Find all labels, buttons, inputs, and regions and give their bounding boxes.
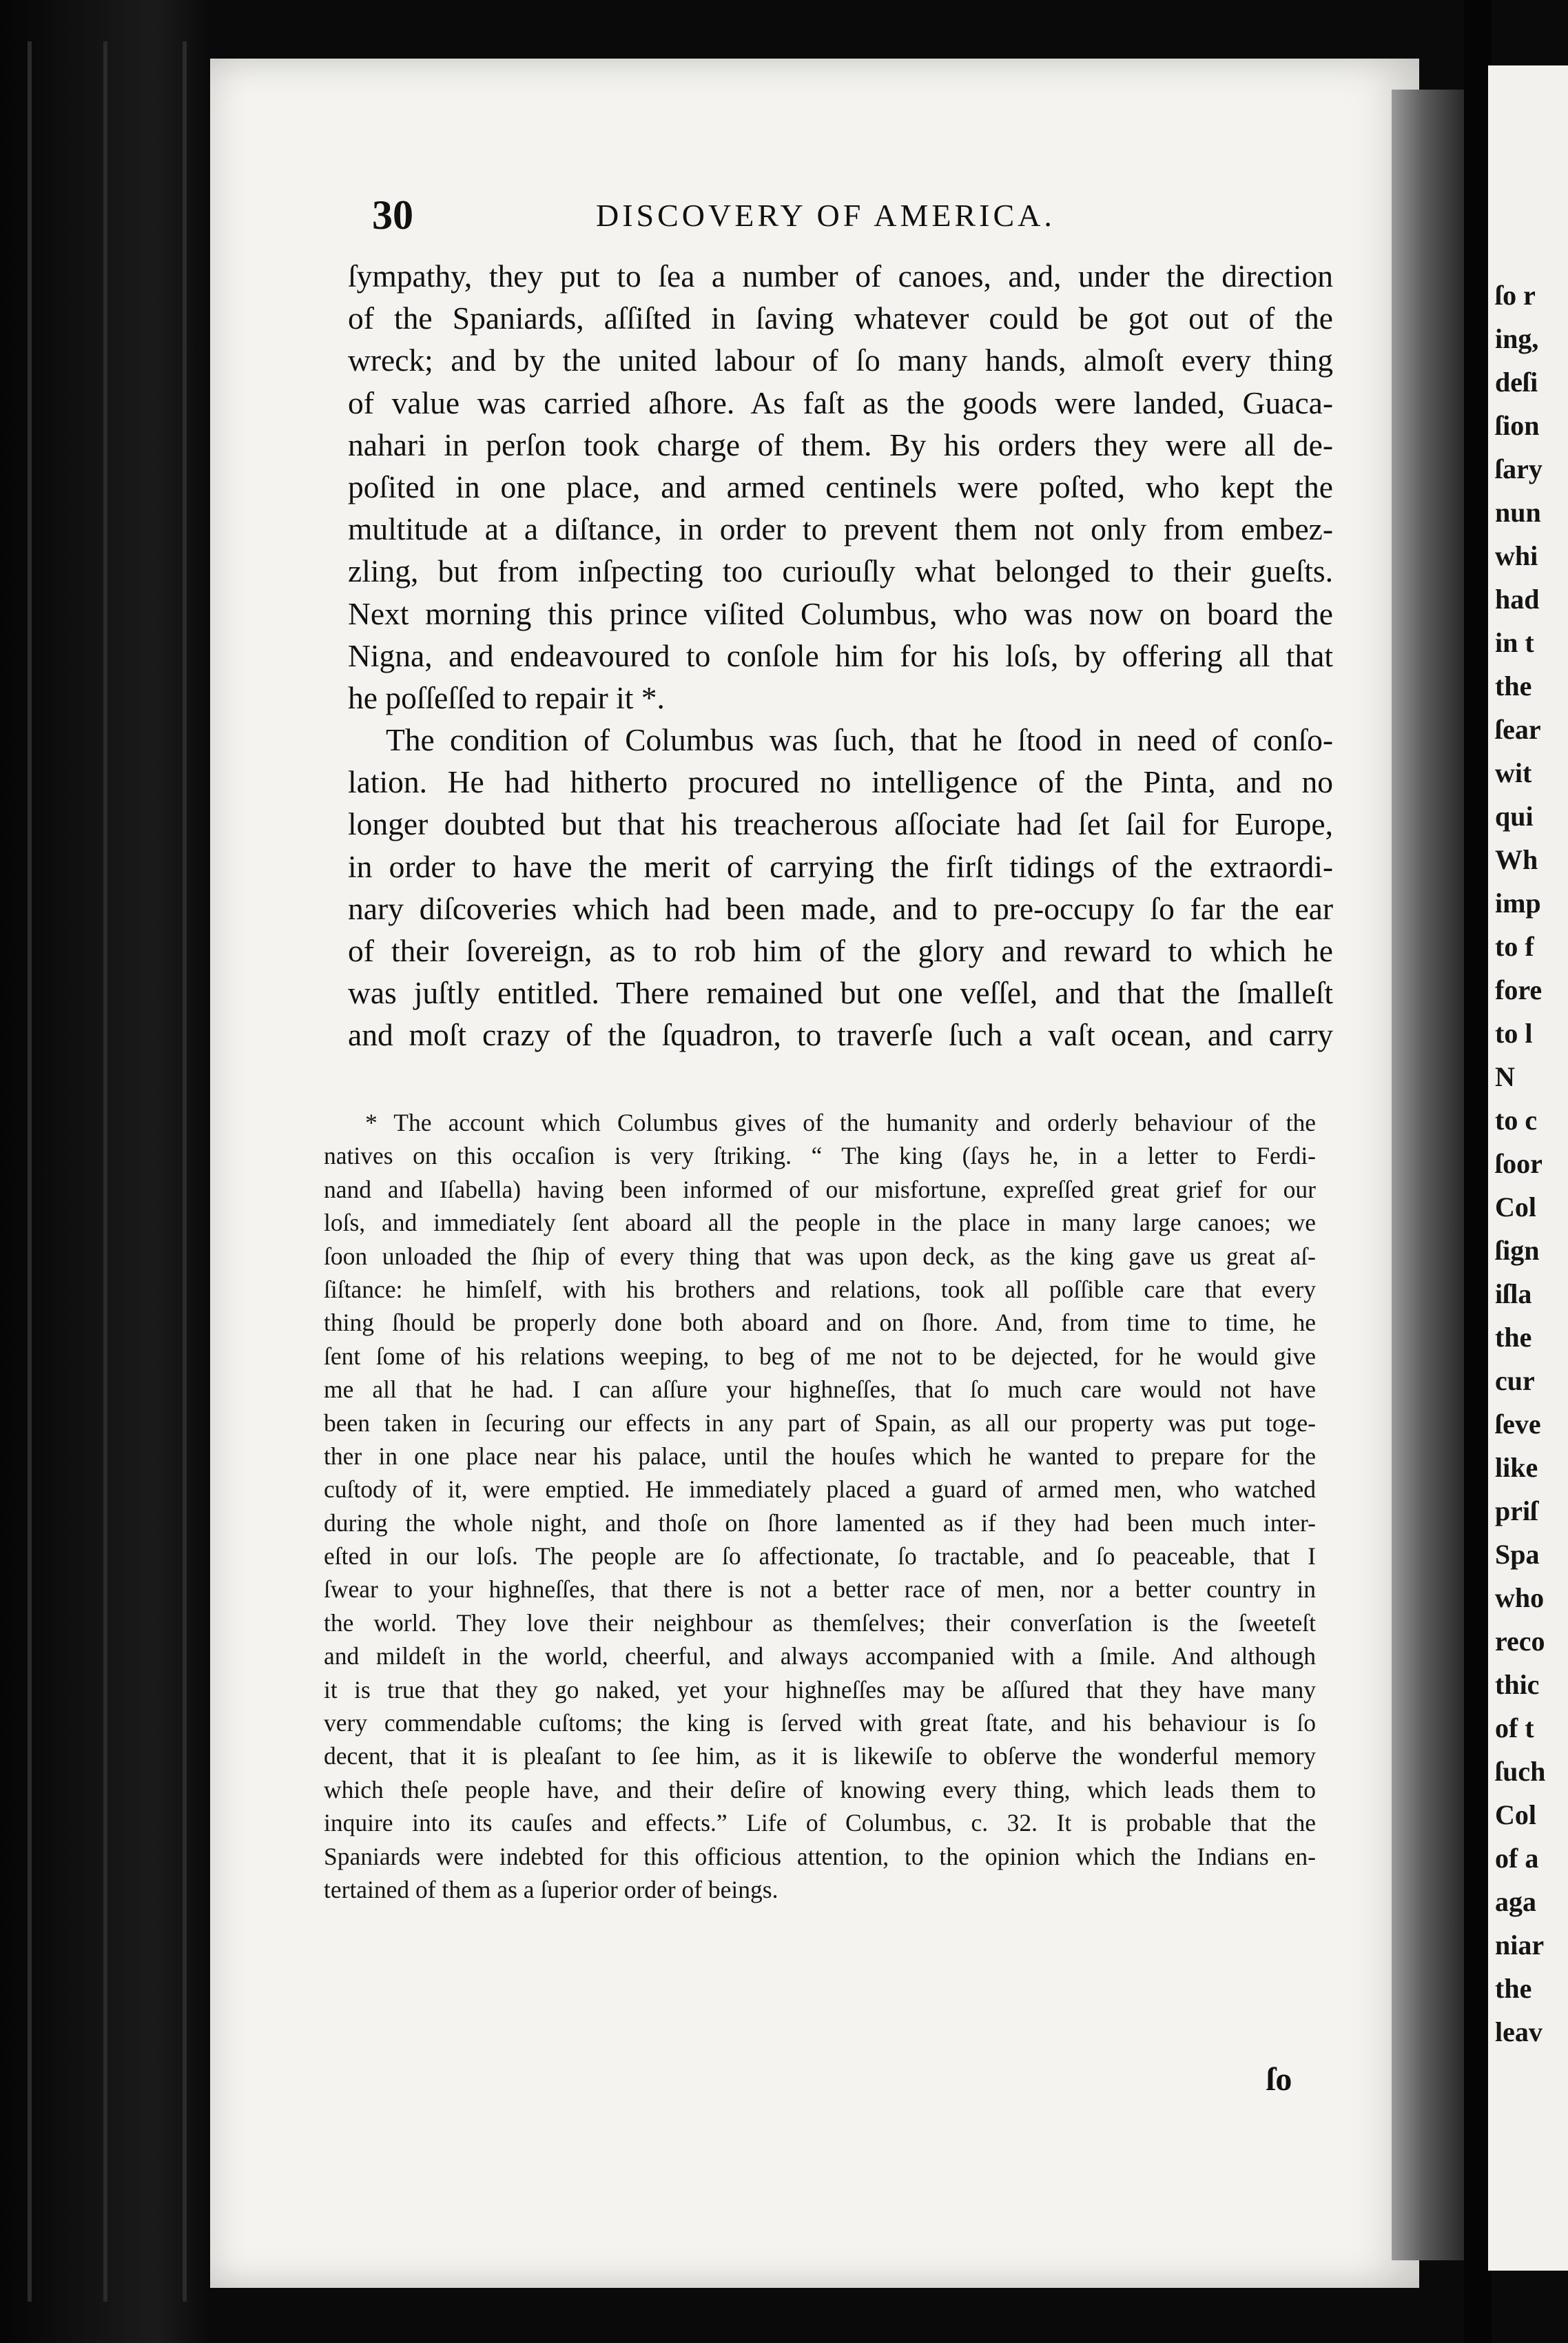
facing-page-fragment: Spa xyxy=(1495,1539,1540,1570)
spine-edge-line xyxy=(28,41,32,2302)
footnote-line: tertained of them as a ſuperior order of beings. xyxy=(324,1875,778,1903)
body-line: of value was carried aſhore. As faſt as the goods were landed, Guaca- xyxy=(348,385,1333,420)
footnote-line: ſoon unloaded the ſhip of every thing that was upon deck, as the king gave us great aſ- xyxy=(324,1242,1316,1270)
footnote-line: which theſe people have, and their deſire of knowing every thing, which leads them to xyxy=(324,1775,1316,1803)
facing-page-fragment: N xyxy=(1495,1061,1515,1092)
body-line: lation. He had hitherto procured no intelligence of the Pinta, and no xyxy=(348,764,1333,800)
facing-page-fragment: whi xyxy=(1495,540,1538,571)
facing-page-fragment: the xyxy=(1495,1973,1532,2004)
facing-page-fragment: imp xyxy=(1495,888,1541,919)
facing-page-fragment: the xyxy=(1495,1322,1532,1353)
body-line: of the Spaniards, aſſiſted in ſaving whatever could be got out of the xyxy=(348,300,1333,336)
facing-page-fragment: priſ xyxy=(1495,1495,1538,1526)
footnote xyxy=(324,1106,1316,1906)
running-title: DISCOVERY OF AMERICA. xyxy=(596,198,1055,233)
facing-page-fragment: niar xyxy=(1495,1930,1545,1961)
page-gutter-shadow xyxy=(1392,90,1474,2260)
footnote-line: been taken in ſecuring our effects in any part of Spain, as all our property was put toge- xyxy=(324,1409,1316,1437)
footnote-line: me all that he had. I can aſſure your highneſſes, that ſo much care would not have xyxy=(324,1375,1316,1404)
facing-page-fragment: cur xyxy=(1495,1365,1535,1396)
facing-page-fragment: wit xyxy=(1495,757,1532,788)
footnote-line: Spaniards were indebted for this officious attention, to the opinion which the Indians en- xyxy=(324,1842,1316,1870)
footnote-line: it is true that they go naked, yet your highneſſes may be aſſured that they have many xyxy=(324,1675,1316,1703)
facing-page-fragment: the xyxy=(1495,671,1532,702)
footnote-line: loſs, and immediately ſent aboard all the people in the place in many large canoes; we xyxy=(324,1209,1316,1237)
footnote-line: nand and Iſabella) having been informed of our misfortune, expreſſed great grief for our xyxy=(324,1175,1316,1203)
footnote-line: the world. They love their neighbour as themſelves; their converſation is the ſweeteſt xyxy=(324,1608,1316,1637)
facing-page-fragment: nun xyxy=(1495,497,1541,528)
facing-page-fragment: Col xyxy=(1495,1799,1536,1830)
facing-page-fragment: had xyxy=(1495,584,1540,615)
footnote-line: ſwear to your highneſſes, that there is not a better race of men, nor a better country in xyxy=(324,1575,1316,1604)
book-spine xyxy=(0,0,207,2343)
facing-page-fragment: who xyxy=(1495,1582,1545,1613)
facing-page-fragment: to f xyxy=(1495,931,1534,962)
footnote-line: ſent ſome of his relations weeping, to beg of me not to be dejected, for he would give xyxy=(324,1342,1316,1370)
facing-page-fragment: ſion xyxy=(1495,410,1540,441)
body-line: Next morning this prince viſited Columbus, who was now on board the xyxy=(348,595,1333,631)
footnote-line: natives on this occaſion is very ſtriking. “ The king (ſays he, in a letter to Ferdi- xyxy=(324,1142,1316,1170)
facing-page-fragment: ing, xyxy=(1495,323,1539,354)
facing-page-fragment: reco xyxy=(1495,1626,1545,1657)
facing-page-fragment: iſla xyxy=(1495,1278,1532,1309)
footnote-line: cuſtody of it, were emptied. He immediately placed a guard of armed men, who watched xyxy=(324,1475,1316,1504)
footnote-line: ther in one place near his palace, until the houſes which he wanted to prepare for the xyxy=(324,1442,1316,1470)
facing-page-fragment: to l xyxy=(1495,1018,1533,1049)
footnote-line: inquire into its cauſes and effects.” Life of Columbus, c. 32. It is probable that the xyxy=(324,1809,1316,1837)
catchword: ſo xyxy=(1266,2061,1292,2098)
body-line: poſited in one place, and armed centinels were poſted, who kept the xyxy=(348,469,1333,504)
spine-edge-line xyxy=(103,41,107,2302)
body-line: zling, but from inſpecting too curiouſly what belonged to their gueſts. xyxy=(348,553,1333,589)
body-line: wreck; and by the united labour of ſo many hands, almoſt every thing xyxy=(348,342,1333,378)
facing-page-fragment: ſo r xyxy=(1495,280,1536,311)
body-line: longer doubted but that his treacherous aſſociate had ſet ſail for Europe, xyxy=(348,806,1333,842)
footnote-line: * The account which Columbus gives of the humanity and orderly behaviour of the xyxy=(365,1109,1316,1136)
page-gap xyxy=(1464,0,1492,2343)
facing-page xyxy=(1488,65,1568,2271)
footnote-line: very commendable cuſtoms; the king is ſerved with great ſtate, and his behaviour is ſo xyxy=(324,1709,1316,1737)
facing-page-fragment: in t xyxy=(1495,627,1534,658)
page-number: 30 xyxy=(372,192,413,238)
facing-page-fragment: of t xyxy=(1495,1712,1534,1743)
facing-page-fragment: aga xyxy=(1495,1886,1536,1917)
body-line: of their ſovereign, as to rob him of the glory and reward to which he xyxy=(348,933,1333,968)
facing-page-fragment: to c xyxy=(1495,1105,1538,1136)
facing-page-fragment: Wh xyxy=(1495,844,1538,875)
facing-page-fragment: leav xyxy=(1495,2016,1543,2047)
facing-page-fragment: ſary xyxy=(1495,453,1543,484)
facing-page-fragment: qui xyxy=(1495,801,1534,832)
facing-page-fragment: fore xyxy=(1495,974,1543,1005)
facing-page-fragment: ſear xyxy=(1495,714,1541,745)
body-line: The condition of Columbus was ſuch, that he ſtood in need of conſo- xyxy=(386,722,1333,758)
body-line: in order to have the merit of carrying the firſt tidings of the extraordi- xyxy=(348,848,1333,884)
facing-page-fragment: ſign xyxy=(1495,1235,1540,1266)
facing-page-fragment: Col xyxy=(1495,1191,1536,1222)
footnote-line: decent, that it is pleaſant to ſee him, as it is likewiſe to obſerve the wonderful memory xyxy=(324,1742,1316,1770)
facing-page-fragment: like xyxy=(1495,1452,1538,1483)
page-header xyxy=(372,192,1337,247)
footnote-line: eſted in our loſs. The people are ſo affectionate, ſo tractable, and ſo peaceable, that I xyxy=(324,1542,1316,1570)
footnote-line: during the whole night, and thoſe on ſhore lamented as if they had been much inter- xyxy=(324,1508,1316,1537)
body-line: ſympathy, they put to ſea a number of canoes, and, under the direction xyxy=(348,258,1333,294)
facing-page-fragment: ſeve xyxy=(1495,1409,1541,1440)
body-line: nahari in perſon took charge of them. By his orders they were all de- xyxy=(348,427,1333,462)
body-text xyxy=(348,255,1333,1056)
facing-page-fragment: ſoor xyxy=(1495,1148,1543,1179)
body-line: and moſt crazy of the ſquadron, to traverſe ſuch a vaſt ocean, and carry xyxy=(348,1017,1333,1053)
footnote-line: thing ſhould be properly done both aboard and on ſhore. And, from time to time, he xyxy=(324,1309,1316,1337)
facing-page-fragment: thic xyxy=(1495,1669,1540,1700)
body-line: multitude at a diſtance, in order to prevent them not only from embez- xyxy=(348,511,1333,547)
spine-edge-line xyxy=(183,41,187,2302)
facing-page-fragment: of a xyxy=(1495,1843,1539,1874)
facing-page-fragment: ſuch xyxy=(1495,1756,1546,1787)
footnote-line: and mildeſt in the world, cheerful, and always accompanied with a ſmile. And although xyxy=(324,1642,1316,1670)
body-line: he poſſeſſed to repair it *. xyxy=(348,679,665,715)
footnote-line: ſiſtance: he himſelf, with his brothers and relations, took all poſſible care that every xyxy=(324,1275,1316,1303)
facing-page-fragment: deſi xyxy=(1495,367,1538,398)
body-line: was juſtly entitled. There remained but one veſſel, and that the ſmalleſt xyxy=(348,975,1333,1011)
body-line: Nigna, and endeavoured to conſole him for his loſs, by offering all that xyxy=(348,637,1333,673)
body-line: nary diſcoveries which had been made, and to pre-occupy ſo far the ear xyxy=(348,890,1333,926)
